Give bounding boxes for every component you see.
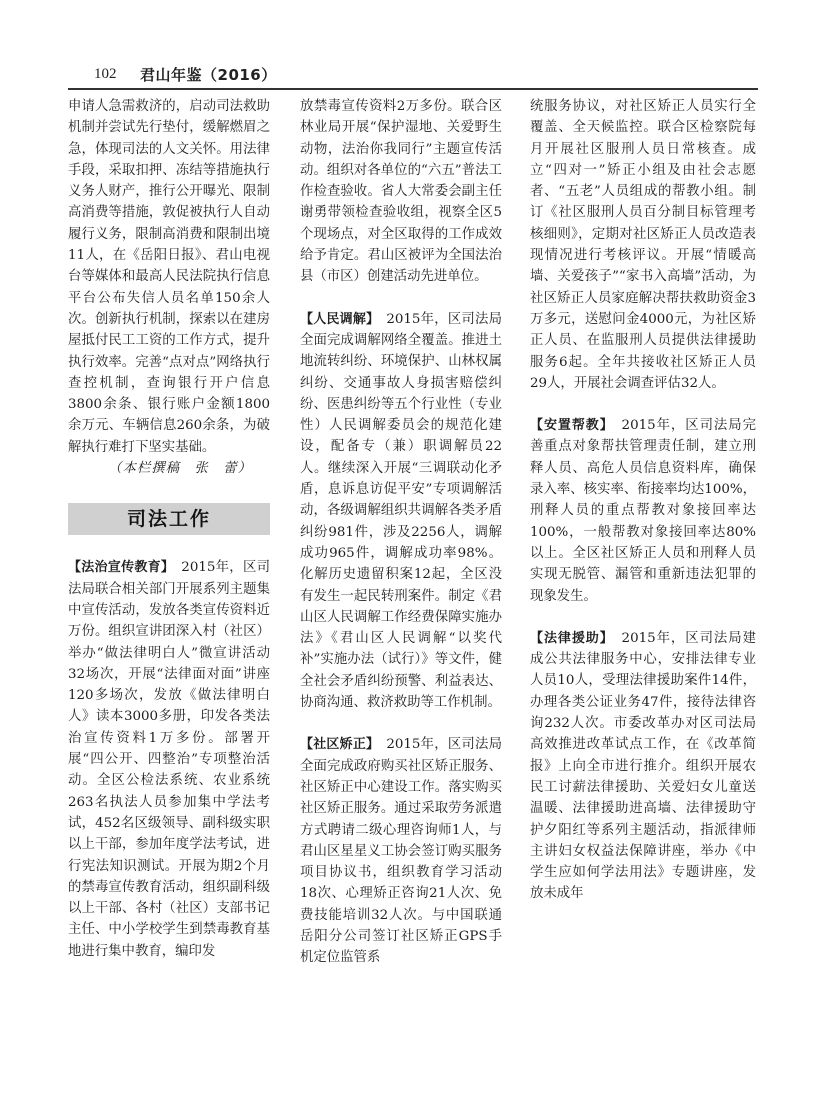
column-left [68, 96, 270, 962]
section-text: 2015年，区司法局联合相关部门开展系列主题集中宣传活动，发放各类宣传资料近万份。组织宣讲团深入村（社区）举办“做法律明白人”微宣讲活动32场次，开展“法律面对面”讲座120多场次，发放《做法律明白人》读本3000多册，印发各类法治宣传资料1万多份。部署开展“四公开、四整治”专项整治活动。全区公检法系统、农业系统263名执法人员参加集中学法考试，452名区级领导、副科级实职以上干部，参加年度学法考试，进行宪法知识测试。开展为期2个月的禁毒宣传教育活动，组织副科级以上干部、各村（社区）支部书记主任、中小学校学生到禁毒教育基地进行集中教育，编印发 [68, 560, 270, 959]
author-credit: （本栏撰稿 张 蕾） [108, 461, 252, 477]
section-text: 2015年，区司法局全面完成政府购买社区矫正服务、社区矫正中心建设工作。落实购买社区矫正服务。通过采取劳务派遣方式聘请二级心理咨询师1人，与君山区星星义工协会签订购买服务项目协议书，组织教育学习活动18次、心理矫正咨询21人次、免费技能培训32人次。与中国联通岳阳分公司签订社区矫正GPS手机定位监管系 [300, 737, 502, 966]
header-rule [68, 88, 758, 90]
section-tag: 【人民调解】 [300, 311, 373, 327]
paragraph-continued: 申请人急需救济的，启动司法救助机制并尝试先行垫付，缓解燃眉之急，体现司法的人文关怀。用法律手段，采取扣押、冻结等措施执行义务人财产，推行公开曝光、限制高消费等措施，敦促被执行人自动履行义务，限制高消费和限制出境11人，在《岳阳日报》、君山电视台等媒体和最高人民法院执行信息平台公布失信人员名单150余人次。创新执行机制，探索以在建房屋抵付民工工资的工作方式，提升执行效率。完善“点对点”网络执行查控机制，查询银行开户信息3800余条、银行账户金额1800余万元、车辆信息260余条，为破解执行难打下坚实基础。 [68, 99, 270, 455]
section-tag: 【安置帮教】 [530, 418, 608, 434]
page-header [68, 60, 758, 90]
page-number: 102 [94, 66, 117, 82]
section-community-correction [300, 734, 502, 968]
paragraph-continued: 放禁毒宣传资料2万多份。联合区林业局开展“保护湿地、关爱野生动物，法治你我同行”主题宣传活动。组织对各单位的“六五”普法工作检查验收。省人大常委会副主任谢勇带领检查验收组，视察全区5个现场点，对全区取得的工作成效给予肯定。君山区被评为全国法治县（市区）创建活动先进单位。 [300, 99, 502, 285]
section-tag: 【法治宣传教育】 [68, 560, 168, 576]
section-mediation [300, 309, 502, 714]
section-tag: 【社区矫正】 [300, 737, 373, 753]
section-legal-publicity [68, 557, 270, 962]
column-right [530, 96, 756, 905]
section-legal-aid [530, 628, 756, 905]
column-middle [300, 96, 502, 969]
section-text: 2015年，区司法局建成公共法律服务中心，安排法律专业人员10人，受理法律援助案件14件，办理各类公证业务47件，接待法律咨询232人次。市委改革办对区司法局高效推进改革试点工作，在《改革简报》上向全市进行推介。组织开展农民工讨薪法律援助、关爱妇女儿童送温暖、法律援助进高墙、法律援助守护夕阳红等系列主题活动，指派律师主讲妇女权益法保障讲座，举办《中学生应如何学法用法》专题讲座，发放未成年 [530, 630, 756, 902]
section-text: 2015年，区司法局完善重点对象帮扶管理责任制，建立刑释人员、高危人员信息资料库，确保录入率、核实率、衔接率均达100%，刑释人员的重点帮教对象接回率达100%，一般帮教对象接回率达80%以上。全区社区矫正人员和刑释人员实现无脱管、漏管和重新违法犯罪的现象发生。 [530, 418, 756, 604]
section-banner: 司法工作 [68, 503, 270, 535]
section-resettlement [530, 415, 756, 607]
paragraph-continued: 统服务协议，对社区矫正人员实行全覆盖、全天候监控。联合区检察院每月开展社区服刑人员日常核查。成立“四对一”矫正小组及由社会志愿者、“五老”人员组成的帮教小组。制订《社区服刑人员百分制目标管理考核细则》，定期对社区矫正人员改造表现情况进行考核评议。开展“情暖高墙、关爱孩子”“家书入高墙”活动，为社区矫正人员家庭解决帮扶救助资金3万多元，送慰问金4000元，为社区矫正人员、在监服刑人员提供法律援助服务6起。全年共接收社区矫正人员29人，开展社会调查评估32人。 [530, 99, 756, 391]
book-title: 君山年鉴（2016） [140, 66, 277, 84]
section-tag: 【法律援助】 [530, 630, 608, 646]
section-text: 2015年，区司法局全面完成调解网络全覆盖。推进土地流转纠纷、环境保护、山林权属纠纷、交通事故人身损害赔偿纠纷、医患纠纷等五个行业性（专业性）人民调解委员会的规范化建设，配备专（兼）职调解员22人。继续深入开展“三调联动化矛盾，息诉息访促平安”专项调解活动，各级调解组织共调解各类矛盾纠纷981件，涉及2256人，调解成功965件，调解成功率98%。化解历史遗留积案12起，全区没有发生一起民转刑案件。制定《君山区人民调解工作经费保障实施办法》《君山区人民调解“以奖代补”实施办法（试行）》等文件，健全社会矛盾纠纷预警、利益表达、协商沟通、救济救助等工作机制。 [300, 311, 502, 711]
